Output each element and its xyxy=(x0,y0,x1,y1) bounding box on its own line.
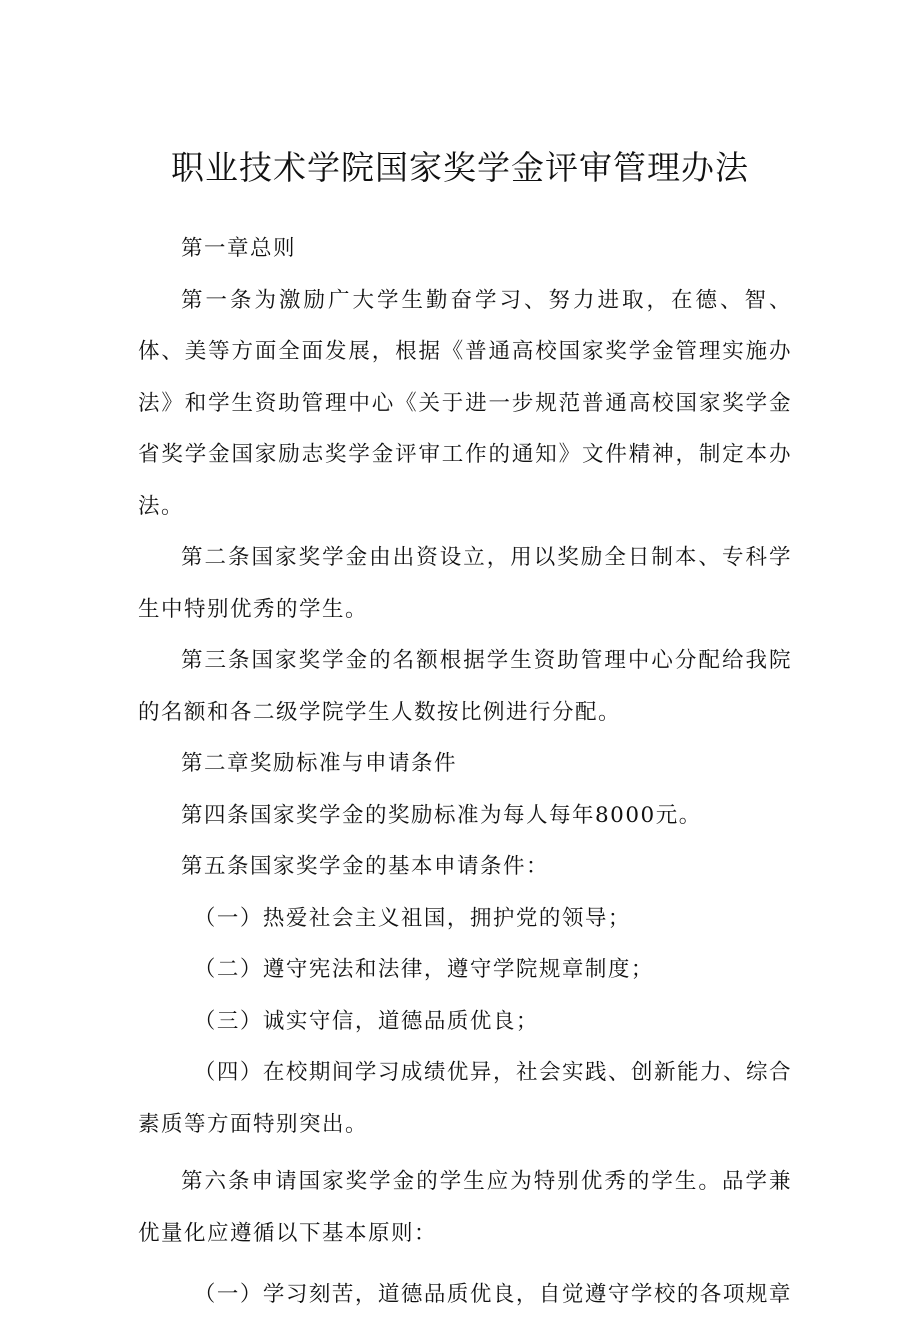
document-title: 职业技术学院国家奖学金评审管理办法 xyxy=(171,148,749,187)
list-item-2: （二）遵守宪法和法律，遵守学院规章制度； xyxy=(193,957,654,982)
list-item-1: （一）热爱社会主义祖国，拥护党的领导； xyxy=(193,905,631,931)
article-paragraph-6: 第六条申请国家奖学金的学生应为特别优秀的学生。品学兼优量化应遵循以下基本原则： xyxy=(138,1169,792,1246)
chapter-heading-1: 第一章总则 xyxy=(181,236,297,261)
list-item-5: （一）学习刻苦，道德品质优良，自觉遵守学校的各项规章 xyxy=(193,1282,792,1307)
article-paragraph-5: 第五条国家奖学金的基本申请条件： xyxy=(181,854,550,879)
chapter-heading-2: 第二章奖励标准与申请条件 xyxy=(181,751,458,776)
article-paragraph-3: 第三条国家奖学金的名额根据学生资助管理中心分配给我院的名额和各二级学院学生人数按比例进行分配。 xyxy=(138,648,792,725)
document-body xyxy=(138,223,792,1321)
article-paragraph-1: 第一条为激励广大学生勤奋学习、努力进取，在德、智、体、美等方面全面发展，根据《普通高校国家奖学金管理实施办法》和学生资助管理中心《关于进一步规范普通高校国家奖学金省奖学金国家励志奖学金评审工作的通知》文件精神，制定本办法。 xyxy=(138,287,792,519)
article-paragraph-2: 第二条国家奖学金由出资设立，用以奖励全日制本、专科学生中特别优秀的学生。 xyxy=(138,545,792,622)
article-paragraph-4: 第四条国家奖学金的奖励标准为每人每年8000元。 xyxy=(181,802,702,828)
list-item-3: （三）诚实守信，道德品质优良； xyxy=(193,1008,539,1034)
list-item-4: （四）在校期间学习成绩优异，社会实践、创新能力、综合素质等方面特别突出。 xyxy=(138,1060,792,1137)
